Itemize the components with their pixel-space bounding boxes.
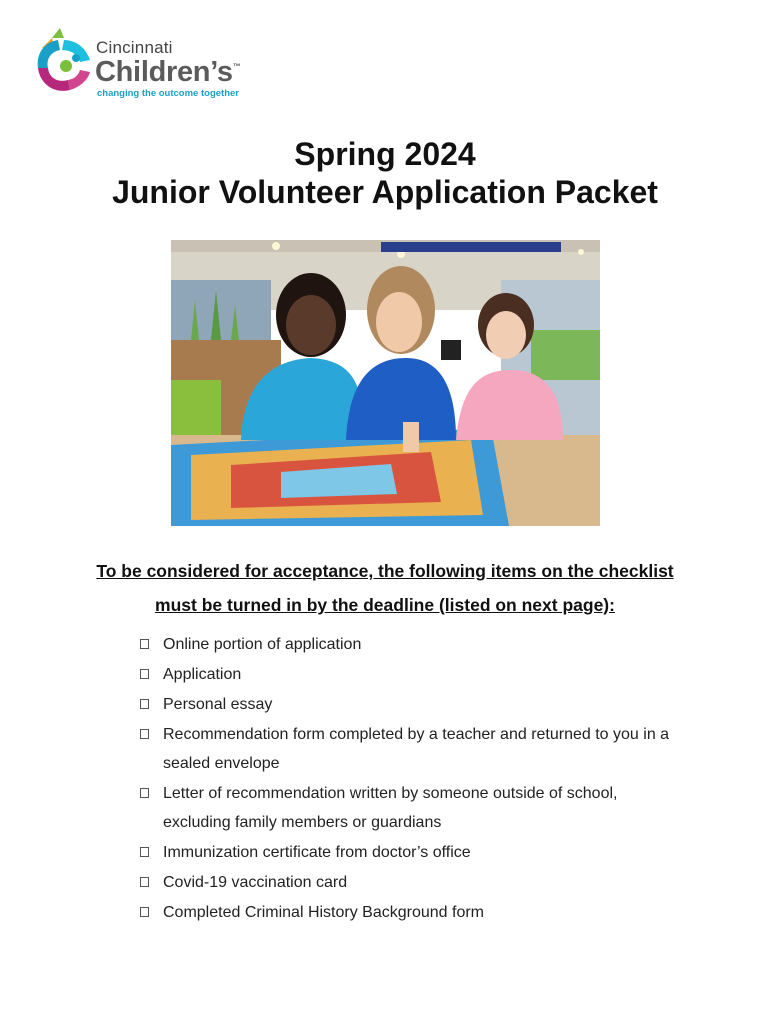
instructions-line-1: To be considered for acceptance, the following items on the checklist (96, 561, 674, 581)
logo-org-line2: Children’s™ (95, 56, 241, 88)
checklist-item-text: Covid-19 vaccination card (163, 874, 348, 891)
checkbox[interactable] (140, 669, 149, 679)
instructions-line-2: must be turned in by the deadline (listed on next page): (155, 595, 615, 615)
volunteers-board-game-photo (171, 240, 600, 526)
logo-mark-icon (34, 28, 94, 100)
checkbox[interactable] (140, 729, 149, 739)
checklist-item-text: Immunization certificate from doctor’s office (163, 844, 471, 861)
logo-tagline: changing the outcome together (97, 88, 239, 99)
checkbox[interactable] (140, 639, 149, 649)
logo-org-line1: Cincinnati (96, 38, 173, 57)
title-line-1: Spring 2024 (294, 136, 476, 172)
checkbox[interactable] (140, 788, 149, 798)
checkbox[interactable] (140, 699, 149, 709)
checkbox[interactable] (140, 877, 149, 887)
checklist-item-text: Recommendation form completed by a teacher and returned to you in a (163, 726, 670, 743)
checklist-item-text: Letter of recommendation written by someone outside of school, (163, 785, 618, 802)
cincinnati-childrens-logo (34, 28, 244, 100)
checkbox[interactable] (140, 847, 149, 857)
checklist-item-continuation: sealed envelope (163, 755, 280, 772)
title-line-2: Junior Volunteer Application Packet (112, 174, 658, 210)
checkbox[interactable] (140, 907, 149, 917)
checklist-item-continuation: excluding family members or guardians (163, 814, 442, 831)
checklist-item-text: Application (163, 666, 242, 683)
checklist-item-text: Completed Criminal History Background form (163, 904, 484, 921)
trademark-symbol: ™ (232, 62, 241, 71)
checklist-item-text: Personal essay (163, 696, 273, 713)
checklist-item-text: Online portion of application (163, 636, 362, 653)
